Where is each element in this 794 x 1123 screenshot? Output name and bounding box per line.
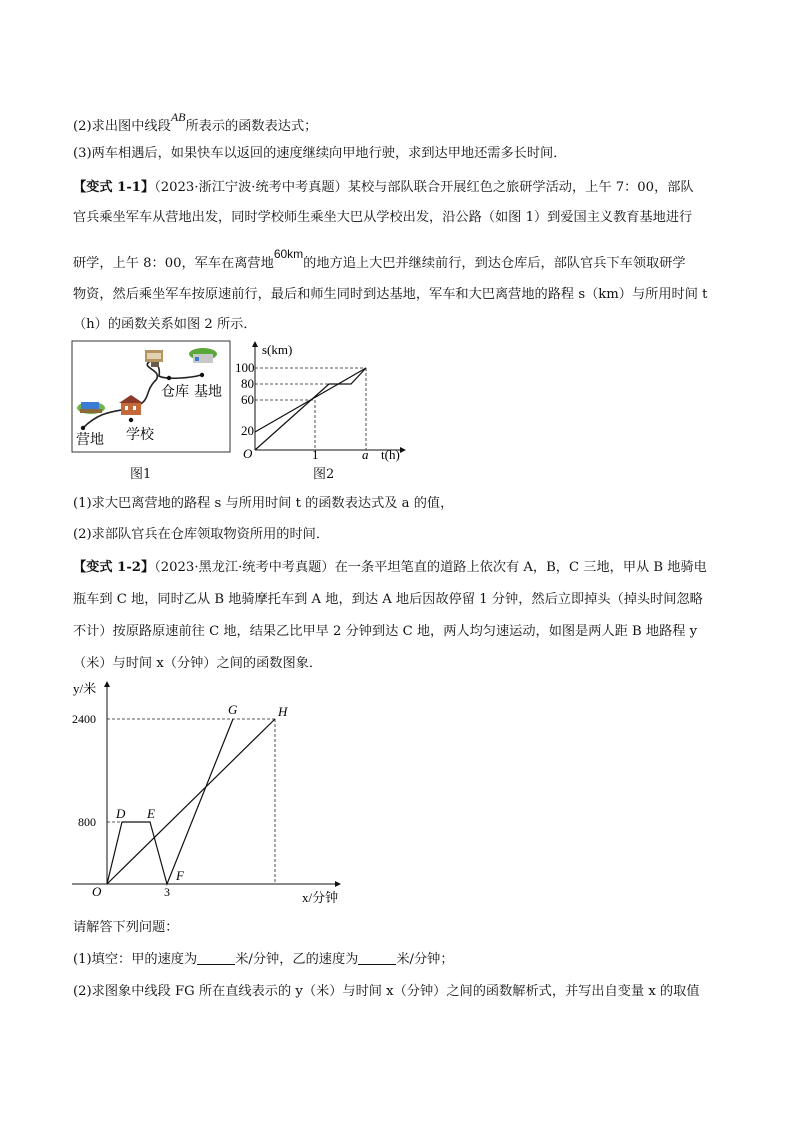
variant-1-2-line4: （米）与时间 x（分钟）之间的函数图象． xyxy=(73,656,323,671)
xuexiao-dot xyxy=(129,418,133,422)
variant-1-2-line1: 【变式 1-2】（2023·黑龙江·统考中考真题）在一条平坦笔直的道路上依次有 A，B，C 三地，甲从 B 地骑电 xyxy=(73,560,707,575)
tick-80: 80 xyxy=(241,376,254,391)
camp-icon xyxy=(77,402,105,414)
jia-line xyxy=(107,719,275,884)
yingdi-dot xyxy=(81,426,85,430)
tick-x-1: 1 xyxy=(312,447,319,462)
variant-1-2-intro: 请解答下列问题： xyxy=(73,920,179,935)
figure-1-caption: 图1 xyxy=(130,467,152,482)
jidi-dot xyxy=(200,373,204,377)
variant-1-1-line5: （h）的函数关系如图 2 所示． xyxy=(73,317,257,332)
tick-2400: 2400 xyxy=(72,712,96,726)
label-cangku: 仓库 xyxy=(161,385,189,400)
origin-label: O xyxy=(243,446,253,461)
variant-tag: 【变式 1-1】 xyxy=(73,180,155,195)
origin-label: O xyxy=(92,884,102,899)
tick-20: 20 xyxy=(241,423,254,438)
label-xuexiao: 学校 xyxy=(126,428,154,443)
variant-tag: 【变式 1-2】 xyxy=(73,560,155,575)
question-2: (2)求出图中线段AB所表示的函数表达式； xyxy=(73,110,318,134)
figure-3-graph xyxy=(60,676,350,911)
answer-blank-yi[interactable] xyxy=(358,952,396,965)
y-axis-label: s(km) xyxy=(262,342,293,357)
variant-1-2-line2: 瓶车到 C 地，同时乙从 B 地骑摩托车到 A 地，到达 A 地后因故停留 1 分钟，然后立即掉头（掉头时间忽略 xyxy=(73,592,703,607)
segment-ab: AB xyxy=(170,110,186,124)
tick-x-a: a xyxy=(362,447,369,462)
yi-line xyxy=(107,719,233,884)
variant-1-1-line4: 物资，然后乘坐军车按原速前行，最后和师生同时到达基地，军车和大巴离营地的路程 s（km）与所用时间 t xyxy=(73,287,708,302)
point-d: D xyxy=(116,806,126,821)
variant-1-1-line3: 研学，上午 8：00，军车在离营地60km的地方追上大巴并继续前行，到达仓库后，部队官兵下车领取研学 xyxy=(73,247,686,271)
variant-1-1-q2: (2)求部队官兵在仓库领取物资所用的时间． xyxy=(73,527,330,542)
point-f: F xyxy=(176,868,184,883)
label-yingdi: 营地 xyxy=(76,433,104,448)
point-e: E xyxy=(147,806,155,821)
y-axis-label: y/米 xyxy=(73,681,97,696)
cangku-dot xyxy=(167,376,171,380)
answer-blank-jia[interactable] xyxy=(197,952,235,965)
base-icon xyxy=(189,348,217,363)
tick-800: 800 xyxy=(78,815,96,829)
x-axis-label: t(h) xyxy=(381,447,400,462)
variant-1-2-q2: (2)求图象中线段 FG 所在直线表示的 y（米）与时间 x（分钟）之间的函数解析式，并写出自变量 x 的取值 xyxy=(73,984,700,999)
army-truck-line xyxy=(255,368,366,450)
question-3: (3)两车相遇后，如果快车以返回的速度继续向甲地行驶，求到达甲地还需多长时间． xyxy=(73,146,567,161)
x-axis-label: x/分钟 xyxy=(302,890,339,905)
variant-1-1-line1: 【变式 1-1】（2023·浙江宁波·统考中考真题）某校与部队联合开展红色之旅研学活动，上午 7：00，部队 xyxy=(73,180,694,195)
tick-60: 60 xyxy=(241,392,254,407)
variant-1-2-line3: 不计）按原路原速前往 C 地，结果乙比甲早 2 分钟到达 C 地，两人均匀速运动，如图是两人距 B 地路程 y xyxy=(73,624,698,639)
point-h: H xyxy=(278,704,288,719)
variant-1-1-line2: 官兵乘坐军车从营地出发，同时学校师生乘坐大巴从学校出发，沿公路（如图 1）到爱国主义教育基地进行 xyxy=(73,210,693,225)
figure-2-graph xyxy=(235,338,415,463)
tick-100: 100 xyxy=(235,360,255,375)
figure-1-route-map xyxy=(71,340,231,453)
tick-3: 3 xyxy=(164,885,170,899)
point-g: G xyxy=(228,702,238,717)
figure-2-caption: 图2 xyxy=(313,467,335,482)
variant-1-1-q1: (1)求大巴离营地的路程 s 与所用时间 t 的函数表达式及 a 的值， xyxy=(73,496,454,511)
label-jidi: 基地 xyxy=(194,385,222,400)
variant-1-2-q1: (1)填空：甲的速度为 米/分钟，乙的速度为 米/分钟； xyxy=(73,952,454,967)
